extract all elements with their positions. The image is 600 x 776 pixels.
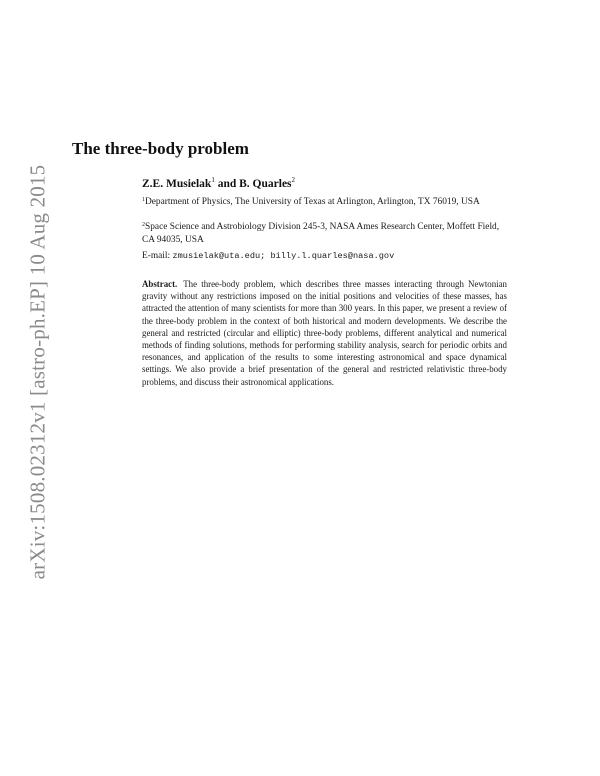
- email-addresses: zmusielak@uta.edu; billy.l.quarles@nasa.gov: [172, 251, 395, 261]
- author-name: Z.E. Musielak: [142, 178, 212, 190]
- affiliation: [142, 219, 512, 246]
- affiliation: [142, 194, 512, 209]
- email-line: [142, 251, 394, 261]
- email-label: E-mail:: [142, 251, 171, 261]
- abstract: [142, 278, 507, 388]
- affiliation-marker: 1: [211, 176, 215, 184]
- paper-title: The three-body problem: [72, 139, 249, 158]
- affiliation-text: Department of Physics, The University of Texas at Arlington, Arlington, TX 76019, USA: [145, 197, 480, 207]
- affiliation-marker: 2: [291, 176, 296, 184]
- abstract-label: Abstract.: [142, 279, 178, 289]
- abstract-text: The three-body problem, which describes three masses interacting through Newtonian gravity without any restrictions imposed on the initial positions and velocities of these masses, has attracted the attention of many scientists for more than 300 years. In this paper, we present a review of the three-body problem in the context of both historical and modern developments. We describe the general and restricted (circular and elliptic) three-body problems, different analytical and numerical methods of finding solutions, methods for performing stability analysis, search for periodic orbits and resonances, and application of the results to some interesting astronomical and space dynamical settings. We also provide a brief presentation of the general and restricted relativistic three-body problems, and discuss their astronomical applications.: [142, 279, 507, 387]
- author-conjunction: and: [217, 178, 237, 190]
- affiliation-text: Space Science and Astrobiology Division 245-3, NASA Ames Research Center, Moffett Field, CA 94035, USA: [142, 222, 500, 245]
- affiliation-marker: 2: [142, 222, 145, 228]
- arxiv-stamp: arXiv:1508.02312v1 [astro-ph.EP] 10 Aug 2015: [25, 164, 50, 580]
- author-name: B. Quarles: [239, 178, 292, 190]
- affiliation-marker: 1: [142, 197, 145, 203]
- author-line: [142, 176, 295, 190]
